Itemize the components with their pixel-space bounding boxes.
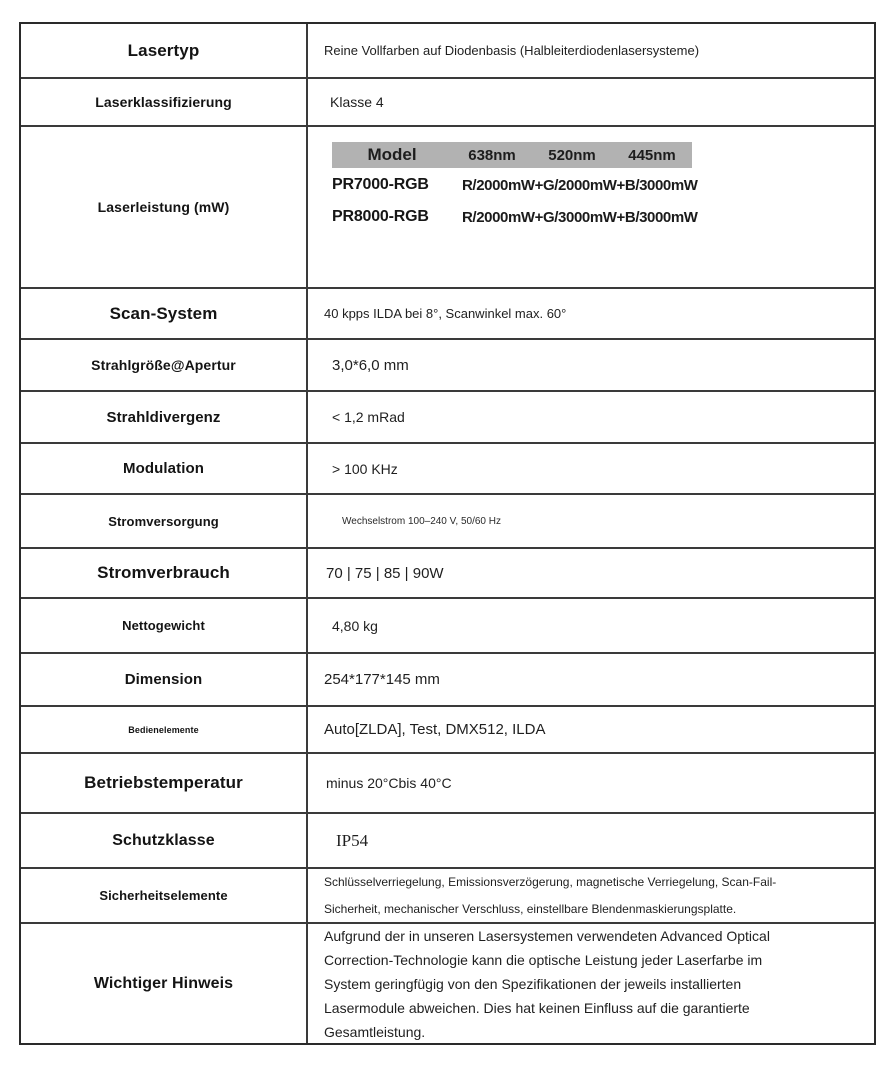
spec-value-betriebstemperatur: minus 20°Cbis 40°C [326, 775, 452, 791]
spec-value-schutzklasse: IP54 [336, 830, 369, 850]
model-table-row [332, 170, 698, 200]
table-row [21, 338, 874, 390]
spec-value-stromverbrauch: 70 | 75 | 85 | 90W [326, 564, 444, 582]
model-header-cell: Model [367, 145, 417, 164]
model-power-table [332, 142, 698, 232]
spec-label-strahlgroesse: Strahlgröße@Apertur [21, 340, 308, 390]
spec-label-strahldivergenz: Strahldivergenz [21, 392, 308, 442]
model-name: PR7000-RGB [332, 176, 429, 193]
table-row [21, 77, 874, 125]
model-table-header [332, 142, 692, 168]
spec-label-wichtiger-hinweis: Wichtiger Hinweis [21, 924, 308, 1043]
spec-label-modulation: Modulation [21, 444, 308, 493]
spec-label-laserklassifizierung: Laserklassifizierung [21, 79, 308, 125]
spec-label-stromverbrauch: Stromverbrauch [21, 549, 308, 597]
spec-label-nettogewicht: Nettogewicht [21, 599, 308, 652]
laser-spec-table [19, 22, 876, 1045]
wavelength-445-header: 445nm [628, 146, 676, 164]
spec-label-bedienelemente: Bedienelemente [21, 707, 308, 752]
spec-value-modulation: > 100 KHz [332, 460, 398, 477]
spec-label-lasertyp: Lasertyp [21, 24, 308, 77]
wavelength-638-header: 638nm [468, 146, 516, 164]
table-row [21, 390, 874, 442]
table-row [21, 597, 874, 652]
spec-value-strahlgroesse: 3,0*6,0 mm [332, 356, 409, 374]
spec-label-scan-system: Scan-System [21, 289, 308, 338]
table-row [21, 752, 874, 812]
spec-value-sicherheitselemente: Schlüsselverriegelung, Emissionsverzögerung, magnetische Verriegelung, Scan-Fail-Sicherheit, mechanischer Verschluss, einstellbare Blendenmaskierungsplatte. [324, 874, 777, 916]
wavelength-520-header: 520nm [548, 146, 596, 164]
table-row [21, 24, 874, 77]
table-row [21, 493, 874, 547]
model-power: R/2000mW+G/2000mW+B/3000mW [462, 176, 698, 194]
spec-label-stromversorgung: Stromversorgung [21, 495, 308, 547]
table-row [21, 652, 874, 705]
spec-value-bedienelemente: Auto[ZLDA], Test, DMX512, ILDA [324, 721, 546, 738]
spec-value-strahldivergenz: < 1,2 mRad [332, 409, 405, 425]
spec-value-laserleistung [308, 127, 874, 287]
spec-value-lasertyp: Reine Vollfarben auf Diodenbasis (Halbleiterdiodenlasersysteme) [324, 43, 700, 58]
table-row [21, 442, 874, 493]
spec-value-dimension: 254*177*145 mm [324, 671, 440, 688]
spec-value-scan-system: 40 kpps ILDA bei 8°, Scanwinkel max. 60° [324, 306, 567, 321]
spec-value-nettogewicht: 4,80 kg [332, 617, 378, 634]
model-name: PR8000-RGB [332, 208, 429, 225]
model-table-row [332, 202, 698, 232]
table-row [21, 705, 874, 752]
model-power: R/2000mW+G/3000mW+B/3000mW [462, 208, 698, 226]
spec-label-sicherheitselemente: Sicherheitselemente [21, 869, 308, 922]
table-row [21, 125, 874, 287]
spec-value-laserklassifizierung: Klasse 4 [330, 94, 384, 110]
table-row [21, 287, 874, 338]
table-row [21, 867, 874, 922]
spec-value-stromversorgung: Wechselstrom 100–240 V, 50/60 Hz [342, 515, 501, 527]
spec-value-wichtiger-hinweis: Aufgrund der in unseren Lasersystemen verwendeten Advanced Optical Correction-Technologie kann die optische Leistung jeder Laserfarbe im System geringfügig von den Spezifikationen der jeweils installierten Lasermodule abweichen. Dies hat keinen Einfluss auf die garantierte Gesamtleistung. [324, 927, 770, 1040]
spec-label-betriebstemperatur: Betriebstemperatur [21, 754, 308, 812]
table-row [21, 547, 874, 597]
spec-label-schutzklasse: Schutzklasse [21, 814, 308, 867]
spec-label-laserleistung: Laserleistung (mW) [21, 127, 308, 287]
table-row [21, 922, 874, 1043]
spec-label-dimension: Dimension [21, 654, 308, 705]
table-row [21, 812, 874, 867]
